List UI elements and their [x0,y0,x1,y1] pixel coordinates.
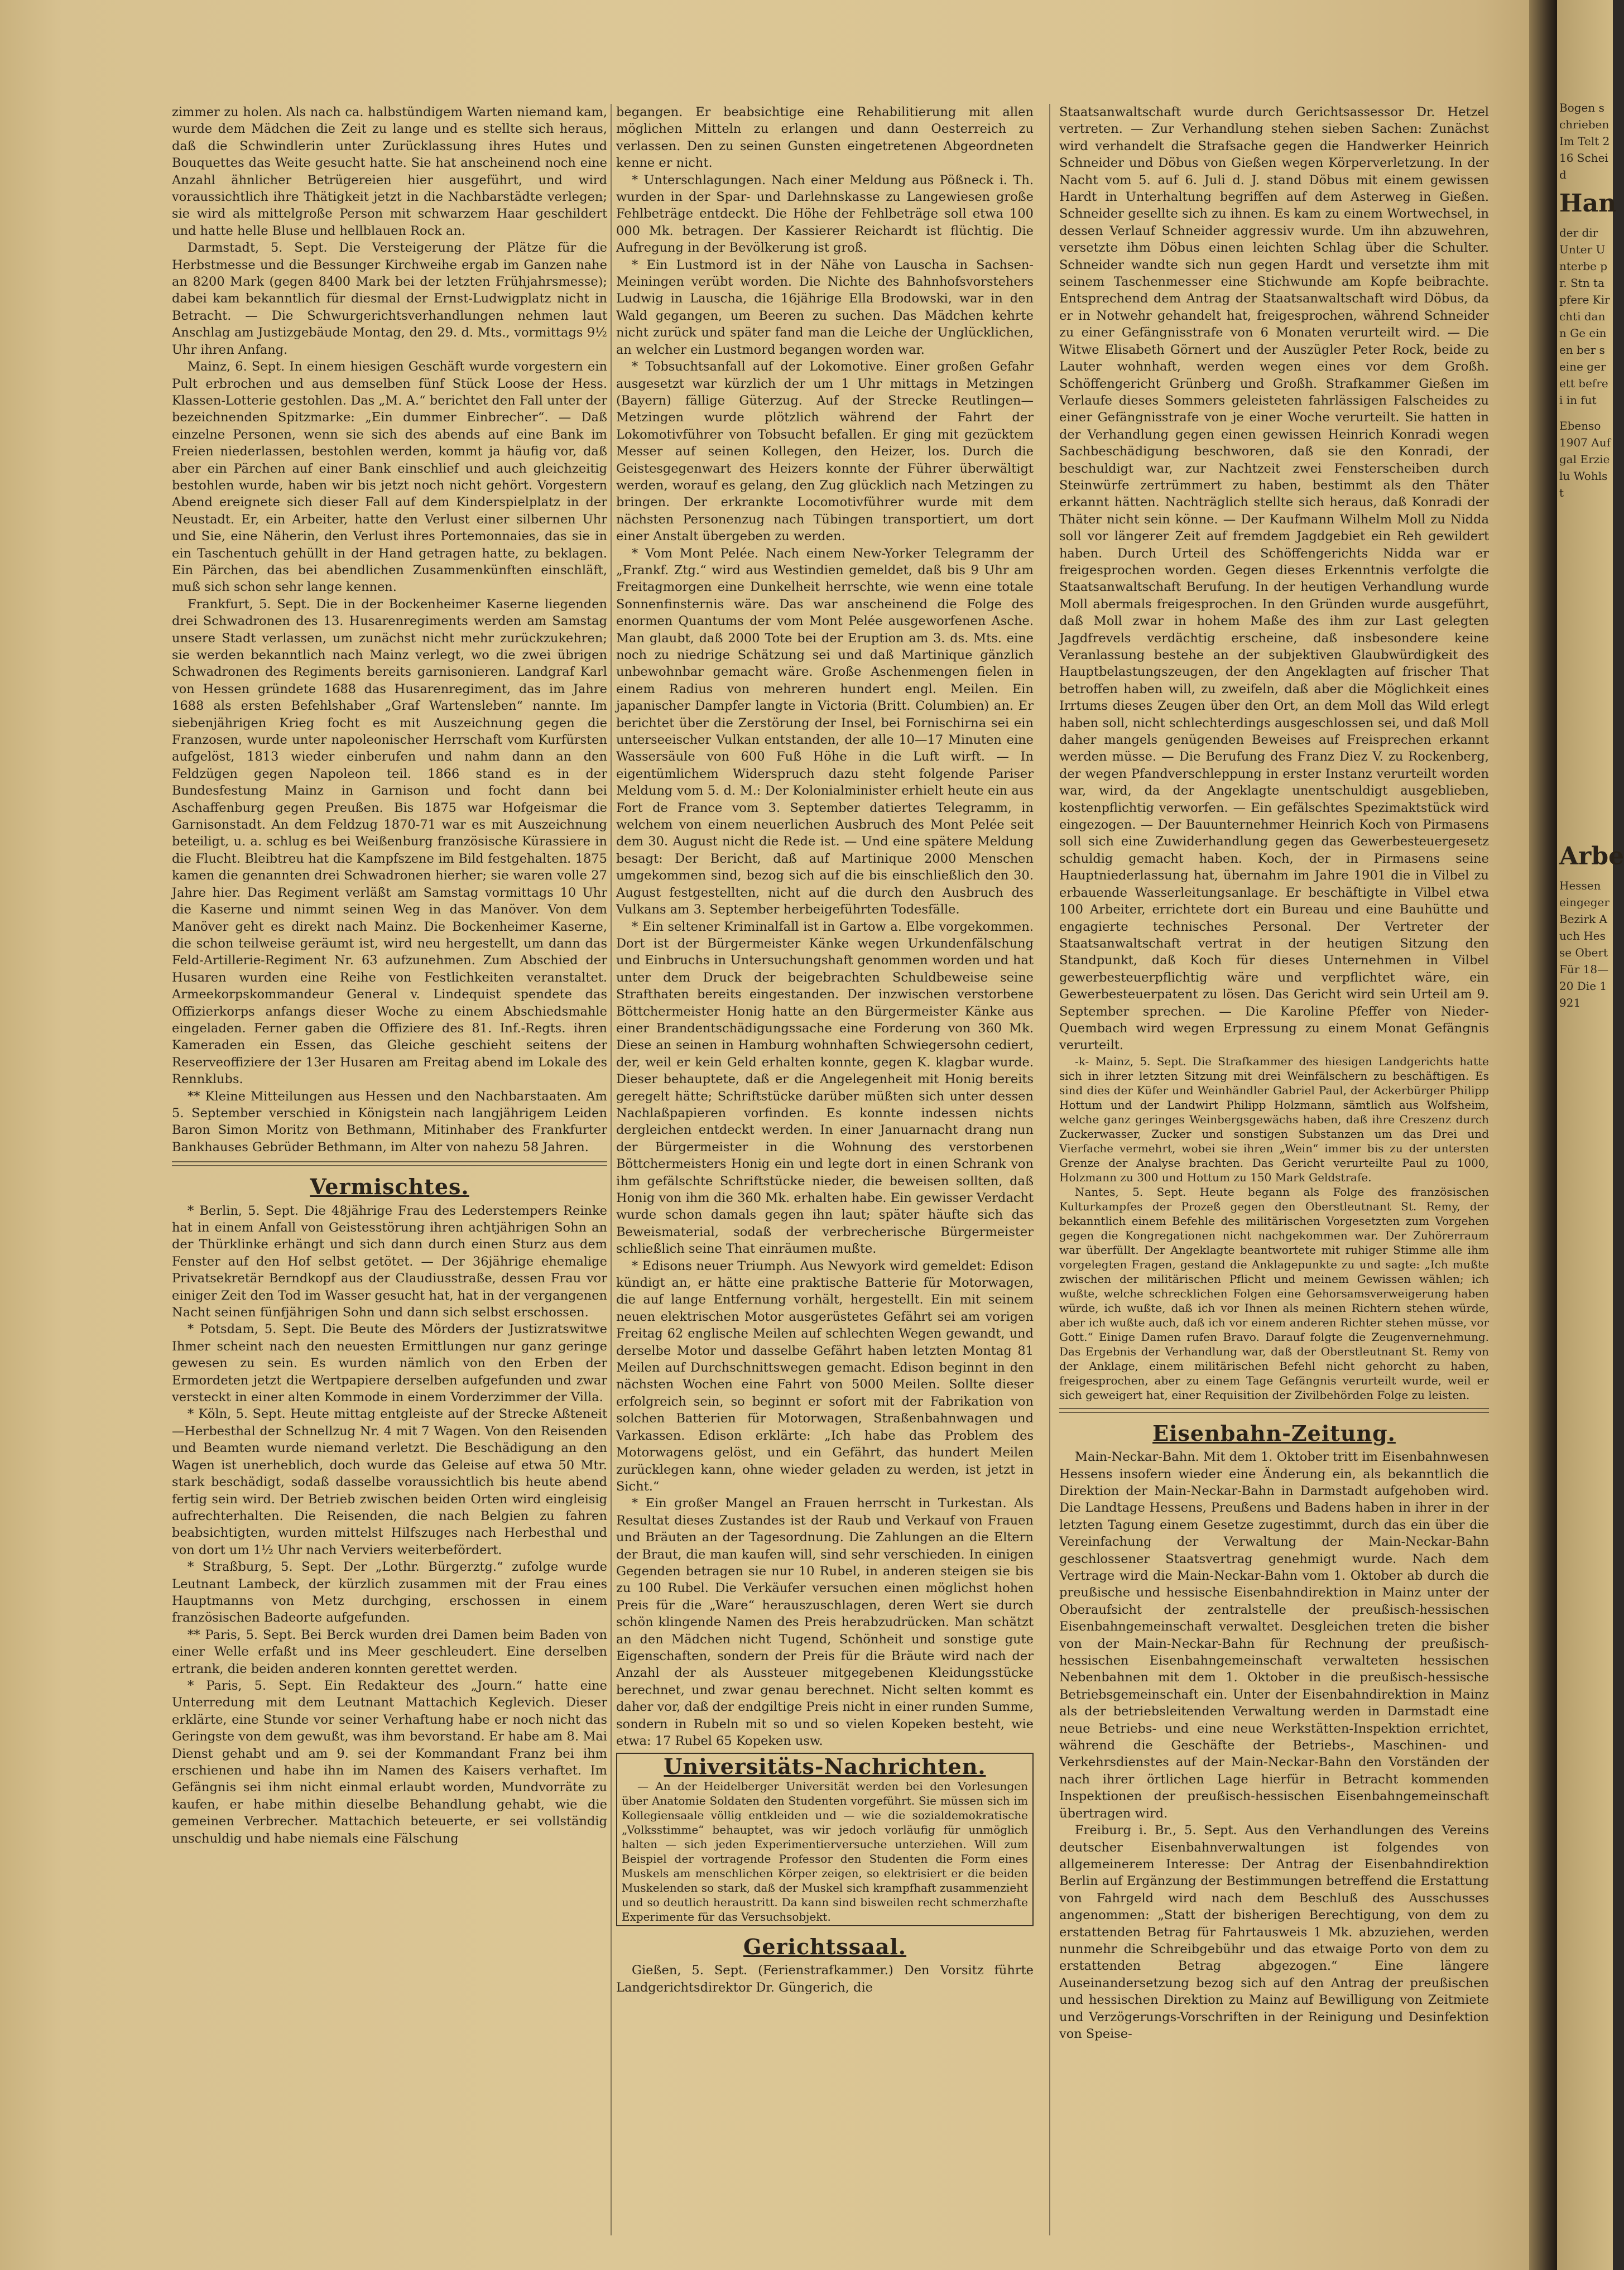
article-darmstadt: Darmstadt, 5. Sept. Die Versteigerung der Plätze für die Herbstmesse und die Bessunger Kirchweihe ergab im Ganzen nahe an 8200 Mark (gegen 8400 Mark bei der letzten Frühjahrsmesse); dabei kam bekanntlich für diesmal der Ernst-Ludwigplatz nicht in Betracht. — Die Schwurgerichtsverhandlungen nehmen laut Anschlag am Justizgebäude Montag, den 29. d. Mts., vormittags 9½ Uhr ihren Anfang. [172,241,607,357]
article-mont-pelee: * Vom Mont Pelée. Nach einem New-Yorker Telegramm der „Frankf. Ztg.“ wird aus Westindien gemeldet, daß bis 9 Uhr am Freitagmorgen eine Dunkelheit herrschte, wie wenn eine totale Sonnenfinsternis wäre. Das war anscheinend die Folge des enormen Quantums der vom Mont Pelée ausgeworfenen Asche. Man glaubt, daß 2000 Tote bei der Eruption am 3. ds. Mts. eine noch zu niedrige Schätzung sei und daß Martinique gänzlich unbewohnbar gemacht wäre. Große Aschenmengen fielen in einem Radius von mehreren hundert engl. Meilen. Ein japanischer Dampfer langte in Victoria (Britt. Columbien) an. Er berichtet über die Zerstörung der Insel, bei Fornischirna sei ein unterseeischer Vulkan entstanden, der alle 10—17 Minuten eine Wassersäule von 600 Fuß Höhe in die Luft wirft. — In eigentümlichem Widerspruch dazu steht folgende Pariser Meldung vom 5. d. M.: Der Kolonialminister erhielt heute ein aus Fort de France vom 3. September datiertes Telegramm, in welchem von einem neuerlichen Ausbruch des Mont Pelée seit dem 30. August nicht die Rede ist. — Und eine spätere Meldung besagt: Der Bericht, daß auf Martinique 2000 Menschen umgekommen sind, bezog sich auf die bis einschließlich den 30. August festgestellten, nicht auf die durch den Ausbruch des Vulkans am 3. September herbeigeführten Todesfälle. [616,546,1034,917]
adjacent-heading: Han [1559,189,1617,218]
article-edison: * Edisons neuer Triumph. Aus Newyork wird gemeldet: Edison kündigt an, er hätte eine praktische Batterie für Motorwagen, die auf lange Entfernung vorhält, hergestellt. Ein mit seinem neuen elektrischen Motor ausgerüstetes Gefährt sei am vorigen Freitag 62 englische Meilen auf schlechten Wegen gewandt, und derselbe Motor und dasselbe Gefährt haben letzten Montag 81 Meilen auf Durchschnittswegen gemacht. Edison beginnt in den nächsten Wochen eine Fahrt von 5000 Meilen. Sollte dieser erfolgreich sein, so beginnt er sofort mit der Fabrikation von solchen Batterien für Motorwagen, Straßenbahnwagen und Varkassen. Edison erklärte: „Ich habe das Problem des Motorwagens gelöst, und ein Gefährt, das hundert Meilen zurücklegen kann, ohne wieder geladen zu werden, ist jetzt in Sicht.“ [616,1258,1034,1494]
section-divider [172,1161,607,1166]
article-tobsuchtsanfall: * Tobsuchtsanfall auf der Lokomotive. Einer großen Gefahr ausgesetzt war kürzlich der um 1 Uhr mittags in Metzingen (Bayern) fällige Güterzug. Auf der Strecke Reutlingen—Metzingen wurde plötzlich während der Fahrt der Lokomotivführer von Tobsucht befallen. Er ging mit gezücktem Messer auf seinen Kollegen, den Heizer, los. Durch die Geistesgegenwart des Heizers konnte der Führer überwältigt werden, worauf es gelang, den Zug glücklich nach Metzingen zu bringen. Der erkrankte Locomotivführer wurde mit dem nächsten Personenzug nach Tübingen transportiert, um dort einer Anstalt übergeben zu werden. [616,359,1034,544]
article-heidelberg: — An der Heidelberger Universität werden bei den Vorlesungen über Anatomie Soldaten den Studenten vorgeführt. Sie müssen sich im Kollegiensaale völlig entkleiden und — wie die sozialdemokratische „Volksstimme“ behauptet, was wir jedoch vorläufig für unmöglich halten — sich jeden Experimentierversuche unterziehen. Will zum Beispiel der vortragende Professor den Studenten die Form eines Muskels am menschlichen Körper zeigen, so elektrisiert er die beiden Muskelenden so stark, daß der Muskel sich krampfhaft zusammenzieht und so deutlich heraustritt. Da kann sind bisweilen recht schmerzhafte Experimente für das Versuchsobjekt. [622,1779,1028,1923]
column-rule [1049,104,1050,2235]
article-kriminalfall: * Ein seltener Kriminalfall ist in Gartow a. Elbe vorgekommen. Dort ist der Bürgermeister Känke wegen Urkundenfälschung und Einbruchs in Untersuchungshaft genommen worden und hat unter dem Druck der beigebrachten Schuldbeweise seine Strafthaten bereits eingestanden. Der inzwischen verstorbene Böttchermeister Honig hatte an den Bürgermeister Känke aus einer Brandentschädigungssache eine Forderung von 360 Mk. Diese an seinen in Hamburg wohnhaften Schwiegersohn cediert, der, weil er kein Geld erhalten konnte, gegen K. klagbar wurde. Dieser behauptete, daß er die Angelegenheit mit Honig bereits geregelt hätte; Schriftstücke darüber müßten sich unter dessen Nachlaßpapieren vorfinden. Es konnte indessen nichts dergleichen entdeckt werden. In einer Januarnacht drang nun der Bürgermeister in die Wohnung des verstorbenen Böttchermeisters Honig ein und legte dort in einen Schrank von ihm gefälschte Schriftstücke nieder, die beweisen sollten, daß Honig von ihm die 360 Mk. erhalten habe. Ein gewisser Verdacht wurde schon damals gegen ihn laut; später häufte sich das Beweismaterial, sodaß der verbrecherische Bürgermeister schließlich seine That einräumen mußte. [616,919,1034,1257]
article-berlin: * Berlin, 5. Sept. Die 48jährige Frau des Lederstempers Reinke hat in einem Anfall von Geistesstörung ihren achtjährigen Sohn an der Thürklinke erhängt und sich dann durch einen Sturz aus dem Fenster auf den Hof selbst getötet. — Der 36jährige ehemalige Privatsekretär Berndkopf aus der Claudiusstraße, dessen Frau vor einiger Zeit den Tod im Wasser gesucht hat, hat in der vergangenen Nacht seinen fünfjährigen Sohn und dann sich selbst erschossen. [172,1203,607,1320]
article-giessen: Gießen, 5. Sept. (Ferienstrafkammer.) Den Vorsitz führte Landgerichtsdirektor Dr. Güngerich, die [616,1963,1034,1995]
article-lustmord: * Ein Lustmord ist in der Nähe von Lauscha in Sachsen-Meiningen verübt worden. Die Nichte des Bahnhofsvorstehers Ludwig in Lauscha, die 16jährige Ella Brodowski, war in den Wald gegangen, um Beeren zu suchen. Das Mädchen kehrte nicht zurück und später fand man die Leiche der Unglücklichen, an welcher ein Lustmord begangen worden war. [616,257,1034,357]
article-unterschlagungen: * Unterschlagungen. Nach einer Meldung aus Pößneck i. Th. wurden in der Spar- und Darlehnskasse zu Langewiesen große Fehlbeträge entdeckt. Die Höhe der Fehlbeträge soll etwa 100 000 Mk. betragen. Der Kassierer Reichardt ist flüchtig. Die Aufregung in der Bevölkerung ist groß. [616,172,1034,256]
adjacent-text: Hessen eingeger Bezirk Auch Hesse Obert Für 18—20 Die 1921 [1559,879,1609,1009]
column-1 [172,104,607,2258]
article-mainz-weinfaelscher: -k- Mainz, 5. Sept. Die Strafkammer des hiesigen Landgerichts hatte sich in ihrer letzten Sitzung mit drei Weinfälschern zu beschäftigen. Es sind dies der Küfer und Weinhändler Gabriel Paul, der Ackerbürger Philipp Hottum und der Landwirt Philipp Holzmann, sämtlich aus Wolfsheim, welche ganz geringes Weinbergsgewächs haben, daß ihre Creszenz durch Zuckerwasser, Zucker und sonstigen Substanzen um das Drei und Vierfache vermehrt, wobei sie ihren „Wein“ immer bis zu der untersten Grenze der Analyse brachten. Das Gericht verurteilte Paul zu 1000, Holzmann zu 300 und Hottum zu 150 Mark Geldstrafe. [1059,1054,1489,1184]
article-turkestan: * Ein großer Mangel an Frauen herrscht in Turkestan. Als Resultat dieses Zustandes ist der Raub und Verkauf von Frauen und Bräuten an der Tagesordnung. Die Zahlungen an die Eltern der Braut, die man kaufen will, sind sehr verschieden. In einigen Gegenden betragen sie nur 10 Rubel, in anderen steigen sie bis zu 100 Rubel. Die Verkäufer versuchen einen möglichst hohen Preis für die „Ware“ herauszuschlagen, deren Wert sie durch schön klingende Namen des Preis herabzudrücken. Man schätzt an den Mädchen nicht Tugend, Schönheit und sonstige gute Eigenschaften, sondern der Preis für die Bräute wird nach der Anzahl der als Aussteuer mitgegebenen Kleidungsstücke berechnet, und zwar genau berechnet. Nicht selten kommt es daher vor, daß der endgiltige Preis nicht in einer runden Summe, sondern in Rubeln mit so und so vielen Kopeken besteht, wie etwa: 17 Rubel 65 Kopeken usw. [616,1496,1034,1748]
column-2 [616,104,1034,2258]
adjacent-page-edge [1557,0,1624,2270]
adjacent-text: Bogen schrieben Im Telt 216 Scheid [1559,101,1610,181]
section-heading-universitaet: Universitäts-Nachrichten. [664,1754,986,1780]
universitaets-box [616,1753,1034,1926]
section-divider [1059,1408,1489,1413]
section-heading-gerichtssaal: Gerichtssaal. [743,1934,907,1959]
article-continued: zimmer zu holen. Als nach ca. halbstündigem Warten niemand kam, wurde dem Mädchen die Zeit zu lange und es stellte sich heraus, daß die Schwindlerin unter Zurücklassung ihres Hutes und Bouquettes das Weite gesucht hatte. Sie hat anscheinend noch eine Anzahl ähnlicher Betrügereien hier ausgeführt, und wird voraussichtlich ihre Thätigkeit jetzt in die Nachbarstädte verlegen; sie wird als mittelgroße Person mit schwarzem Haar geschildert und hatte helle Bluse und hellblauen Rock an. [172,105,607,238]
article-paris-2: * Paris, 5. Sept. Ein Redakteur des „Journ.“ hatte eine Unterredung mit dem Leutnant Mattachich Keglevich. Dieser erklärte, eine Stunde vor seiner Verhaftung habe er noch nicht das Geringste von dem gewußt, was ihm bevorstand. Er habe am 8. Mai Dienst gehabt und am 9. sei der Kommandant Franz bei ihm erschienen und habe ihn im Namen des Kaisers verhaftet. Im Gefängnis sei ihm nicht einmal erlaubt worden, Mundvorräte zu kaufen, er habe mithin dieselbe Behandlung gehabt, wie die gemeinen Verbrecher. Mattachich beteuerte, er sei vollständig unschuldig und habe niemals eine Fälschung [172,1678,607,1846]
article-koeln: * Köln, 5. Sept. Heute mittag entgleiste auf der Strecke Aßteneit—Herbesthal der Schnellzug Nr. 4 mit 7 Wagen. Von den Reisenden und Beamten wurde niemand verletzt. Die Beschädigung an den Wagen ist unerheblich, doch wurde das Geleise auf etwa 50 Mtr. stark beschädigt, sodaß dasselbe voraussichtlich bis heute abend fertig sein wird. Der Betrieb zwischen beiden Orten wird eingleisig aufrechterhalten. Die Reisenden, die nach Belgien zu fahren beabsichtigten, wurden mittelst Hilfszuges nach Herbesthal und von dort um 1½ Uhr nach Verviers weiterbefördert. [172,1407,607,1557]
article-potsdam: * Potsdam, 5. Sept. Die Beute des Mörders der Justizratswitwe Ihmer scheint nach den neuesten Ermittlungen nur ganz geringe gewesen zu sein. Es wurden nämlich von den Erben der Ermordeten jetzt die Wertpapiere derselben aufgefunden und zwar versteckt in einer alten Kommode in einem Vorderzimmer der Villa. [172,1322,607,1405]
article-nantes: Nantes, 5. Sept. Heute begann als Folge des französischen Kulturkampfes der Prozeß gegen den Oberstleutnant St. Remy, der bekanntlich einem Befehle des militärischen Vorgesetzten zum Vorgehen gegen die Kongregationen nicht nachgekommen war. Der Zuhörerraum war überfüllt. Der Angeklagte beantwortete mit ruhiger Stimme alle ihm vorgelegten Fragen, gestand die Anklagepunkte zu und sagte: „Ich mußte zwischen der militärischen Pflicht und meinem Gewissen wählen; ich wußte, welche schrecklichen Folgen eine Gehorsamsverweigerung haben würde, ich wußte, daß ich vor Ihnen als meinen Richtern stehen würde, aber ich wußte auch, daß ich vor einem anderen Richter stehen müsse, vor Gott.“ Einige Damen rufen Bravo. Darauf folgte die Zeugenvernehmung. Das Ergebnis der Verhandlung war, daß der Oberstleutnant St. Remy von der Anklage, einem militärischen Befehl nicht gehorcht zu haben, freigesprochen, aber zu einem Tage Gefängnis verurteilt wurde, weil er sich geweigert hat, einer Requisition der Zivilbehörden Folge zu leisten. [1059,1185,1489,1402]
article-continued: begangen. Er beabsichtige eine Rehabilitierung mit allen möglichen Mitteln zu erlangen und dann Oesterreich zu verlassen. Den zu seinen Gunsten eingetretenen Abgeordneten kenne er nicht. [616,105,1034,171]
article-main-neckar-bahn: Main-Neckar-Bahn. Mit dem 1. Oktober tritt im Eisenbahnwesen Hessens insofern wieder eine Änderung ein, als bekanntlich die Direktion der Main-Neckar-Bahn in Darmstadt aufgehoben wird. Die Landtage Hessens, Preußens und Badens haben in ihrer in der letzten Tagung einem Gesetze zugestimmt, durch das ein über die Vereinfachung der Verwaltung der Main-Neckar-Bahn geschlossener Staatsvertrag genehmigt wurde. Nach dem Vertrage wird die Main-Neckar-Bahn vom 1. Oktober ab durch die preußische und hessische Eisenbahndirektion in Mainz unter der Oberaufsicht der zentralstelle der preußisch-hessischen Eisenbahngemeinschaft verwaltet. Desgleichen treten die bisher von der Main-Neckar-Bahn für Rechnung der preußisch-hessischen Eisenbahngemeinschaft verwalteten hessischen Nebenbahnen mit dem 1. Oktober in die preußisch-hessische Betriebsgemeinschaft ein. Unter der Eisenbahndirektion in Mainz als der betriebsleitenden Verwaltung werden in Darmstadt eine neue Betriebs- und eine neue Werkstätten-Inspektion errichtet, während die Geschäfte der Betriebs-, Maschinen- und Verkehrsdienstes auf der Main-Neckar-Bahn den Vorständen der nach ihrer örtlichen Lage hierfür in Betracht kommenden Inspektionen der preußisch-hessischen Eisenbahngemeinschaft übertragen wird. [1059,1450,1489,1821]
article-kleine-mitteilungen: ** Kleine Mitteilungen aus Hessen und den Nachbarstaaten. Am 5. September verschied in Königstein nach langjährigem Leiden Baron Simon Moritz von Bethmann, Mitinhaber des Frankfurter Bankhauses Gebrüder Bethmann, im Alter von nahezu 58 Jahren. [172,1089,607,1155]
article-frankfurt: Frankfurt, 5. Sept. Die in der Bockenheimer Kaserne liegenden drei Schwadronen des 13. Husarenregiments werden am Samstag unsere Stadt verlassen, um zunächst nicht mehr zurückzukehren; sie werden bekanntlich nach Mainz verlegt, wo die zwei übrigen Schwadronen des Regiments bereits garnisonieren. Landgraf Karl von Hessen gründete 1688 das Husarenregiment, das im Jahre 1688 als ersten Befehlshaber „Graf Wartensleben“ nannte. Im siebenjährigen Krieg focht es mit Auszeichnung gegen die Franzosen, wurde unter napoleonischer Herrschaft vom Kurfürsten aufgelöst, 1813 wieder einberufen und nahm dann an den Feldzügen gegen Napoleon teil. 1866 stand es in der Bundesfestung Mainz in Garnison und focht dann bei Aschaffenburg gegen Preußen. Bis 1875 war Hofgeismar die Garnisonstadt. An dem Feldzug 1870-71 war es mit Auszeichnung beteiligt, u. a. schlug es bei Weißenburg französische Kürassiere in die Flucht. Bleibtreu hat die Kampfszene im Bild festgehalten. 1875 kamen die genannten drei Schwadronen hierher; sie waren volle 27 Jahre hier. Das Regiment verläßt am Samstag vormittags 10 Uhr die Kaserne und nimmt seinen Weg in das Manöver. Von dem Manöver geht es direkt nach Mainz. Die Bockenheimer Kaserne, die schon teilweise geräumt ist, wird neu hergestellt, um dann das Feld-Artillerie-Regiment Nr. 63 aufzunehmen. Zum Abschied der Husaren wurden eine Reihe von Festlichkeiten veranstaltet. Armeekorpskommandeur General v. Lindequist spendete das Offizierkorps anfangs dieser Woche zu einem Abschiedsmahle eingeladen. Ferner gaben die Offiziere des 81. Inf.-Regts. ihren Kameraden ein Essen, das Gleiche geschieht seitens der Reserveoffiziere der 13er Husaren am Freitag abend im Lokale des Rennklubs. [172,597,607,1087]
article-freiburg: Freiburg i. Br., 5. Sept. Aus den Verhandlungen des Vereins deutscher Eisenbahnverwaltungen ist folgendes von allgemeinerem Interesse: Der Antrag der Eisenbahndirektion Berlin auf Ergänzung der Bestimmungen betreffend die Erstattung von Fahrgeld wird nach dem Beschluß des Ausschusses angenommen: „Statt der bisherigen Berechtigung, von dem zu erstattenden Betrag für Fahrtausweis 1 Mk. abzuziehen, werden nunmehr die Schreibgebühr und das etwaige Porto von dem zu erstattenden Betrag abgezogen.“ Eine längere Auseinandersetzung bezog sich auf den Antrag der preußischen und hessischen Direktion zu Mainz auf Bewilligung von Zeitmiete und Verzögerungs-Vorschriften in der Reinigung und Desinfektion von Speise- [1059,1823,1489,2041]
article-paris-1: ** Paris, 5. Sept. Bei Berck wurden drei Damen beim Baden von einer Welle erfaßt und ins Meer geschleudert. Eine derselben ertrank, die beiden anderen konnten gerettet werden. [172,1627,607,1676]
adjacent-text: der dir Unter Unterbe pr. Stn tapfere Kirchti dann Ge einen ber seine gerett befrei in fut [1559,226,1610,407]
column-3 [1059,104,1489,2258]
article-mainz: Mainz, 6. Sept. In einem hiesigen Geschäft wurde vorgestern ein Pult erbrochen und aus demselben fünf Stück Loose der Hess. Klassen-Lotterie gestohlen. Das „M. A.“ berichtet den Fall unter der bezeichnenden Spitzmarke: „Ein dummer Einbrecher“. — Daß einzelne Personen, wenn sie sich des abends auf eine Bank im Freien niederlassen, bestohlen werden, kommt ja häufig vor, daß aber ein Pärchen auf einer Bank einschlief und auch gleichzeitig bestohlen wurde, haben wir bis jetzt noch nicht gehört. Vorgestern Abend ereignete sich dieser Fall auf dem Kinderspielplatz in der Neustadt. Er, ein Arbeiter, hatte den Verlust einer silbernen Uhr und Sie, eine Näherin, den Verlust ihres Portemonnaies, das sie in ein Taschentuch gehüllt in der Hand getragen hatte, zu beklagen. Ein Pärchen, das bei abendlichen Zusammenkünften einschläft, muß sich schon sehr lange kennen. [172,359,607,595]
section-heading-vermischtes: Vermischtes. [310,1174,469,1200]
section-heading-eisenbahn: Eisenbahn-Zeitung. [1152,1420,1396,1446]
article-continued: Staatsanwaltschaft wurde durch Gerichtsassessor Dr. Hetzel vertreten. — Zur Verhandlung stehen sieben Sachen: Zunächst wird verhandelt die Strafsache gegen die Handwerker Heinrich Schneider und Döbus von Gießen wegen Körperverletzung. In der Nacht vom 5. auf 6. Juli d. J. stand Döbus mit einem gewissen Hardt in Unterhaltung begriffen auf dem Asterweg in Gießen. Schneider gesellte sich zu ihnen. Es kam zu einem Wortwechsel, in dessen Verlauf Schneider aggressiv wurde. Um ihn abzuwehren, versetzte ihm Döbus einen leichten Schlag über die Schulter. Schneider wandte sich nun gegen Hardt und versetzte ihm mit seinem Taschenmesser eine Stichwunde am Kopfe beibrachte. Entsprechend dem Antrag der Staatsanwaltschaft wird Döbus, da er in Notwehr gehandelt hat, freigesprochen, während Schneider zu einer Gefängnisstrafe von 6 Monaten verurteilt wird. — Die Witwe Elisabeth Görnert und der Auszügler Peter Rock, beide zu Lauter wohnhaft, werden wegen eines vor dem Großh. Schöffengericht Grünberg und Großh. Strafkammer Gießen im Verlaufe dieses Sommers geleisteten fahrlässigen Falscheides zu einer Gefängnisstrafe von je einer Woche verurteilt. Sie hatten in der Verhandlung gegen einen gewissen Heinrich Konradi wegen Sachbeschädigung beschworen, daß sie den Konradi, der beschuldigt war, zur Nachtzeit zwei Fensterscheiben durch Steinwürfe zertrümmert zu haben, bestimmt als den Thäter erkannt hätten. Nachträglich stellte sich heraus, daß Konradi der Thäter nicht sein könne. — Der Kaufmann Wilhelm Moll zu Nidda soll vor längerer Zeit auf fremdem Jagdgebiet ein Reh gewildert haben. Durch Urteil des Schöffengerichts Nidda war er freigesprochen worden. Gegen dieses Erkenntnis verfolgte die Staatsanwaltschaft Berufung. In der heutigen Verhandlung wurde Moll abermals freigesprochen. In den Gründen wurde ausgeführt, daß Moll zwar in hohem Maße des ihm zur Last gelegten Jagdfrevels verdächtig erscheine, daß insbesondere keine Veranlassung bestehe an der subjektiven Glaubwürdigkeit des Hauptbelastungszeugen, der den Angeklagten auf frischer That betroffen haben will, zu zweifeln, daß aber die Möglichkeit eines Irrtums dieses Zeugen über den Ort, an dem Moll das Wild erlegt haben soll, nicht schlechterdings ausgeschlossen sei, und daß Moll daher mangels genügenden Beweises auf Freisprechen erkannt werden müsse. — Die Berufung des Franz Diez V. zu Rockenberg, der wegen Pfandverschleppung in erster Instanz verurteilt worden war, wird, da der Angeklagte unentschuldigt ausgeblieben, kostenpflichtig verworfen. — Ein gefälschtes Spezimaktstück wird eingezogen. — Der Bauunternehmer Heinrich Koch von Pirmasens soll sich eine Zuwiderhandlung gegen das Gewerbesteuergesetz schuldig gemacht haben. Koch, der in Pirmasens seine Hauptniederlassung hat, übernahm im Jahre 1901 die in Vilbel zu erbauende Wasserleitungsanlage. Er beschäftigte in Vilbel etwa 100 Arbeiter, errichtete dort ein Bureau und eine Bauhütte und engagierte technisches Personal. Der Vertreter der Staatsanwaltschaft vertrat in der heutigen Sitzung den Standpunkt, daß Koch für dieses Unternehmen in Vilbel gewerbesteuerpflichtig wäre und verpflichtet wäre, ein Gewerbesteuerpatent zu lösen. Das Gericht wird sein Urteil am 9. September sprechen. — Die Karoline Pfeffer von Nieder-Quembach wird wegen Erpressung zu einem Monat Gefängnis verurteilt. [1059,105,1489,1053]
book-spine [1529,0,1557,2270]
column-rule [611,104,612,2235]
adjacent-heading: Arbe [1559,842,1624,871]
article-strassburg: * Straßburg, 5. Sept. Der „Lothr. Bürgerztg.“ zufolge wurde Leutnant Lambeck, der kürzlich zusammen mit der Frau eines Hauptmanns von Metz durchging, erschossen in einem französischen Badeorte aufgefunden. [172,1560,607,1625]
adjacent-text: Ebenso 1907 Aufgal Erzielu Wohlst [1559,419,1611,499]
